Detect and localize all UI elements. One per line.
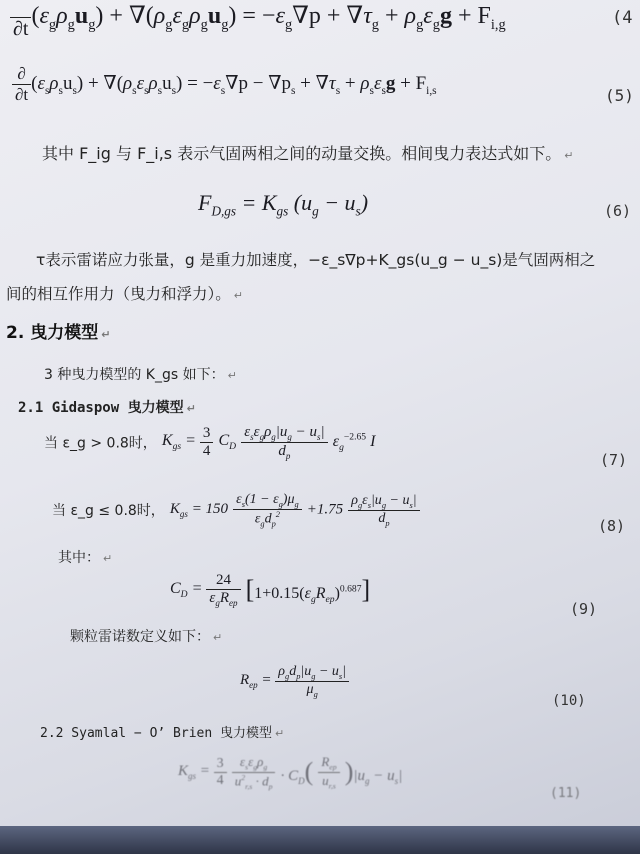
equation-10-number: (10) [552,693,586,709]
paragraph-mark-icon: ↵ [233,289,243,302]
equation-7-condition: 当 ε_g > 0.8时， [44,435,157,452]
paragraph-mark-icon: ↵ [275,727,285,740]
equation-11: $K_{gs}$ = $\frac{3}{4}$ $\frac{\varepsilon_s\varepsilon_g\rho_g}{u^2_{r,s} \cdot d_p}$ · $C_D$( $\frac{R_{ep}}{u_{r,s}}$ )$|u_g - u_s|$ [178,754,403,791]
subsection-2-2-heading [40,722,284,741]
paragraph-mark-icon: ↵ [103,552,113,565]
equation-6: $F_{D,gs} = K_{gs}$ $(u_g - u_s)$ [198,190,369,219]
equation-7: 当 ε_g > 0.8时， $K_{gs}$ = $\frac{3}{4}$ $C_D$ $\frac{\varepsilon_s\varepsilon_g\rho_g|u_g - u_s|}{d_p}$ $\varepsilon_g^{-2.65}$ I [44,424,376,461]
paragraph-3-text: 3 种曳力模型的 K_gs 如下： [44,367,225,383]
equation-4-number: (4 [612,8,633,28]
paragraph-mark-icon: ↵ [186,402,196,415]
paragraph-1-text: 其中 F_ig 与 F_i,s 表示气固两相之间的动量交换。相间曳力表达式如下。 [42,144,562,163]
paragraph-mark-icon: ↵ [101,328,111,341]
equation-5: $\frac{\partial}{\partial t}$ $(\varepsilon_s\rho_su_s) + \nabla(\rho_s\varepsilon_s\rho_su_s) = -\varepsilon_s\nabla p - \nabla p_s + \nabla\tau_s + \rho_s\varepsilon_sg + F_{i,s}$ [12,64,437,105]
subsection-2-1-heading [18,397,196,417]
equation-4: ∂t $(\varepsilon_g\rho_gu_g) + \nabla(\rho_g\varepsilon_g\rho_gu_g) = -\varepsilon_g\nabla p + \nabla\tau_g + \rho_g\varepsilon_gg + F_{i,g}$ [10,0,506,41]
equation-5-number: (5) [605,86,634,105]
paragraph-4-text: 颗粒雷诺数定义如下： [70,629,210,645]
equation-10: $R_{ep}$ = $\frac{\rho_gd_p|u_g - u_s|}{\mu_g}$ [240,664,349,699]
where-label [58,547,112,567]
paragraph-mark-icon: ↵ [227,369,237,382]
equation-8-number: (8) [598,517,626,535]
section-2-title: 2. 曳力模型 [6,323,99,343]
paragraph-2-line-1: τ表示雷诺应力张量，g 是重力加速度，−ε_s∇p+K_gs(u_g − u_s)是气固两相之 [36,251,596,269]
paragraph-momentum-exchange [42,141,573,164]
equation-9: $C_D$ = $\frac{24}{\varepsilon_gR_{ep}}$ $[1+0.15(\varepsilon_gR_{ep})^{0.687}]$ [170,572,371,608]
equation-7-number: (7) [600,451,628,469]
paragraph-2-line-2-text: 间的相互作用力（曳力和浮力）。 [6,285,231,303]
where-label-text: 其中： [58,550,100,566]
equation-8-condition: 当 ε_g ≤ 0.8时， [52,503,165,520]
subsection-2-2-title: 2.2 Syamlal − O’ Brien 曳力模型 [40,726,273,741]
paragraph-mark-icon: ↵ [564,149,574,162]
particle-reynolds-definition [70,626,222,646]
equation-8: 当 ε_g ≤ 0.8时， $K_{gs} = 150$ $\frac{\varepsilon_s(1 - \varepsilon_g)\mu_g}{\varepsilon_gd_p^2}$ +1.75 $\frac{\rho_g\varepsilon_s|u_g - u_s|}{d_p}$ [52,492,420,528]
page-bottom-edge [0,826,640,854]
paragraph-three-models [44,364,237,384]
paragraph-2-line-2 [6,282,243,304]
equation-9-number: (9) [570,600,598,618]
equation-6-number: (6) [604,202,632,220]
equation-11-number: (11) [550,786,582,801]
subsection-2-1-title: 2.1 Gidaspow 曳力模型 [18,400,184,416]
paragraph-mark-icon: ↵ [213,631,223,644]
section-2-heading [6,318,110,343]
